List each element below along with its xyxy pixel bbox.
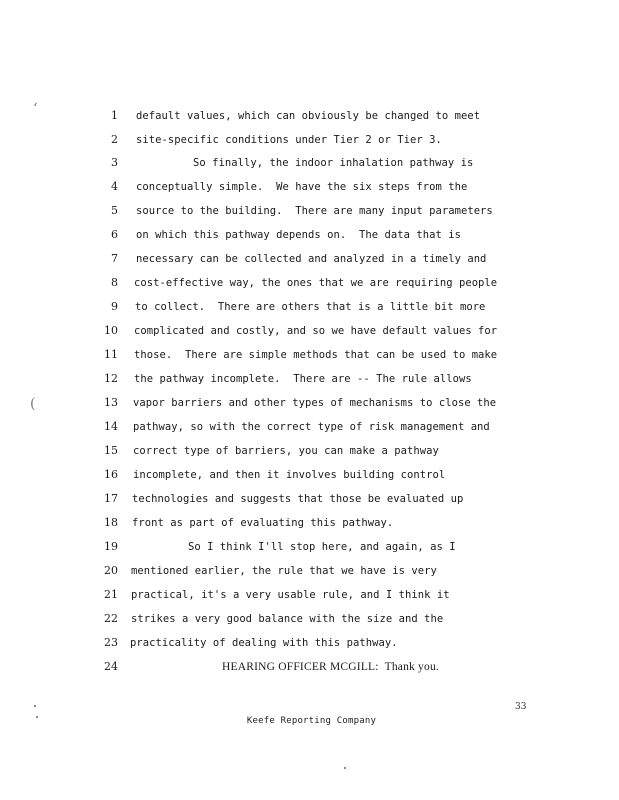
line-text: site-specific conditions under Tier 2 or Tier 3.: [136, 134, 442, 146]
line-text: source to the building. There are many input parameters: [136, 205, 493, 217]
scan-speck: [34, 705, 36, 707]
line-text: conceptually simple. We have the six steps from the: [136, 181, 468, 193]
line-number: 8: [111, 276, 118, 289]
transcript-line: [0, 419, 619, 439]
line-number: 6: [111, 228, 118, 241]
line-text: default values, which can obviously be changed to meet: [136, 110, 481, 122]
line-text: incomplete, and then it involves building control: [133, 469, 446, 481]
line-text: strikes a very good balance with the size and the: [131, 613, 444, 625]
line-number: 5: [111, 204, 118, 217]
transcript-line: [0, 132, 619, 152]
line-number: 21: [104, 588, 118, 601]
line-number: 12: [104, 372, 118, 385]
line-number: 15: [104, 444, 118, 457]
line-number: 14: [104, 420, 118, 433]
line-number: 7: [111, 252, 118, 265]
margin-scan-mark: ‘: [33, 101, 38, 117]
transcript-line: [0, 563, 619, 583]
footer-reporting-company: Keefe Reporting Company: [246, 716, 377, 726]
transcript-line: [0, 371, 619, 391]
transcript-line: [0, 347, 619, 367]
line-number: 18: [104, 516, 118, 529]
line-number: 11: [104, 348, 118, 361]
line-text: So I think I'll stop here, and again, as I: [188, 541, 456, 553]
transcript-line: [0, 611, 619, 631]
line-number: 10: [104, 324, 118, 337]
line-text: those. There are simple methods that can be used to make: [134, 349, 498, 361]
line-number: 24: [104, 660, 118, 673]
page-number: 33: [515, 702, 527, 712]
line-text: So finally, the indoor inhalation pathway is: [193, 157, 474, 169]
transcript-line: [0, 491, 619, 511]
line-number: 22: [104, 612, 118, 625]
transcript-line: [0, 515, 619, 535]
line-text: technologies and suggests that those be evaluated up: [132, 493, 464, 505]
line-number: 2: [111, 133, 118, 146]
line-number: 20: [104, 564, 118, 577]
transcript-line: [0, 299, 619, 319]
margin-scan-mark: (: [30, 396, 36, 412]
line-text: vapor barriers and other types of mechanisms to close the: [133, 397, 497, 409]
transcript-line: [0, 635, 619, 655]
line-text: front as part of evaluating this pathway.: [132, 517, 394, 529]
transcript-line: [0, 203, 619, 223]
transcript-line: [0, 395, 619, 415]
line-text: the pathway incomplete. There are -- The rule allows: [134, 373, 472, 385]
line-number: 23: [104, 636, 118, 649]
transcript-line: [0, 443, 619, 463]
line-number: 16: [104, 468, 118, 481]
transcript-line: [0, 587, 619, 607]
transcript-line: [0, 155, 619, 175]
line-number: 9: [111, 300, 118, 313]
line-text: practical, it's a very usable rule, and I think it: [131, 589, 450, 601]
transcript-line: [0, 251, 619, 271]
transcript-line: [0, 179, 619, 199]
line-number: 4: [111, 180, 118, 193]
line-text: mentioned earlier, the rule that we have is very: [131, 565, 437, 577]
transcript-line: [0, 275, 619, 295]
line-number: 3: [111, 156, 118, 169]
line-text: correct type of barriers, you can make a pathway: [133, 445, 439, 457]
line-text: necessary can be collected and analyzed in a timely and: [136, 253, 487, 265]
line-text: practicality of dealing with this pathway.: [130, 637, 398, 649]
line-number: 13: [104, 396, 118, 409]
line-text: on which this pathway depends on. The data that is: [136, 229, 461, 241]
speaker-line-text: HEARING OFFICER MCGILL: Thank you.: [222, 661, 439, 673]
line-text: to collect. There are others that is a little bit more: [135, 301, 486, 313]
transcript-line: [0, 323, 619, 343]
line-text: cost-effective way, the ones that we are requiring people: [134, 277, 498, 289]
line-text: pathway, so with the correct type of risk management and: [133, 421, 490, 433]
line-number: 19: [104, 540, 118, 553]
transcript-line: [0, 227, 619, 247]
line-number: 17: [104, 492, 118, 505]
transcript-line: [0, 467, 619, 487]
scan-speck: [344, 767, 346, 769]
transcript-line: [0, 659, 619, 679]
line-text: complicated and costly, and so we have default values for: [134, 325, 498, 337]
line-number: 1: [111, 109, 118, 122]
transcript-line: [0, 539, 619, 559]
transcript-line: [0, 108, 619, 128]
